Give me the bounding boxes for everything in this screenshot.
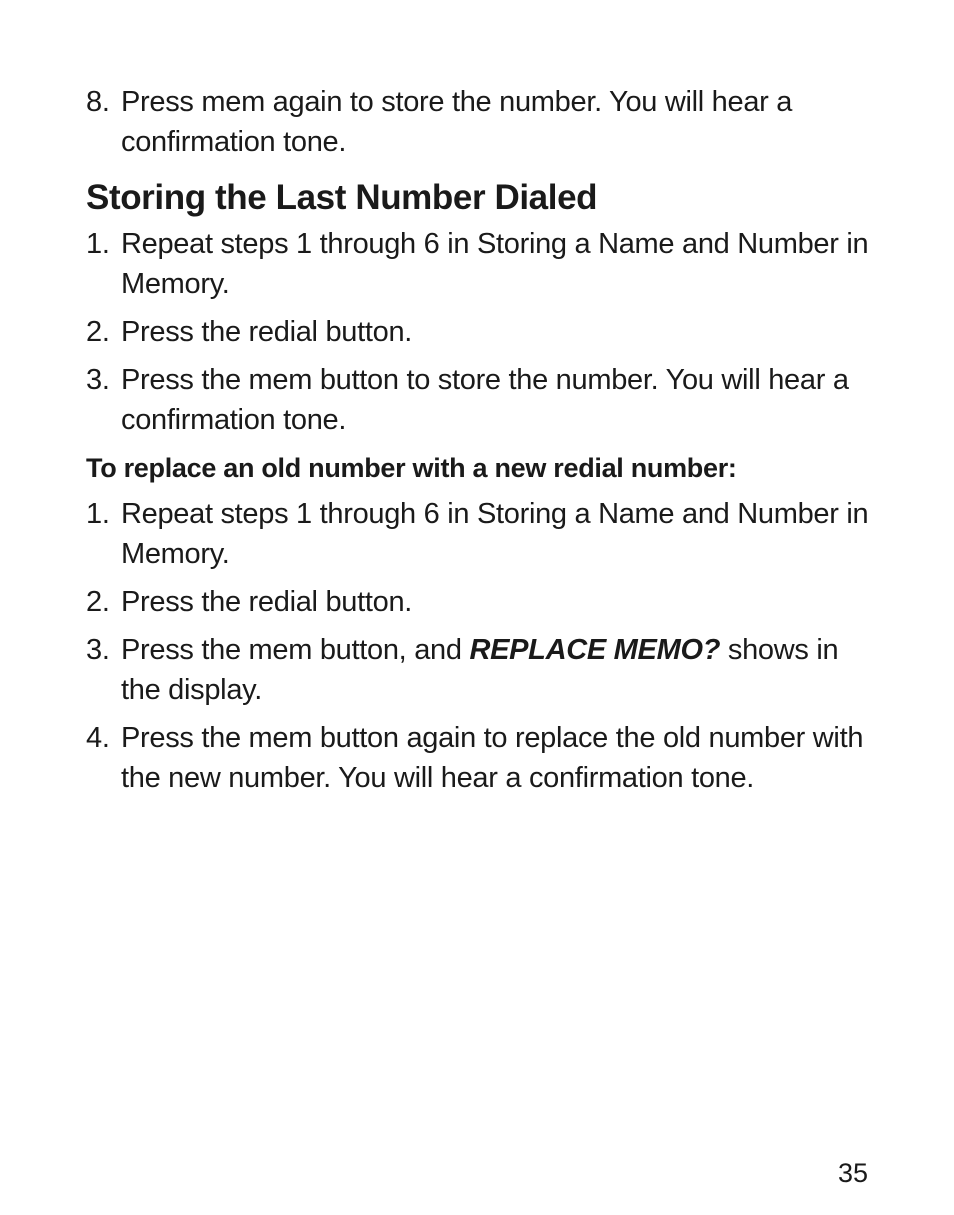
step-text: Repeat steps 1 through 6 in Storing a Name and Number in Memory. xyxy=(121,498,869,570)
step-number: 3. xyxy=(86,364,110,396)
step-number: 3. xyxy=(86,634,110,666)
subsection-heading: To replace an old number with a new redial number: xyxy=(86,453,737,483)
list-item xyxy=(86,82,876,162)
step-text: Press the mem button to store the number. You will hear a confirmation tone. xyxy=(121,364,849,436)
list-item xyxy=(86,360,876,440)
section-heading: Storing the Last Number Dialed xyxy=(86,178,598,217)
step-number: 2. xyxy=(86,316,110,348)
step-number: 1. xyxy=(86,228,110,260)
step-number: 4. xyxy=(86,722,110,754)
step-number: 2. xyxy=(86,586,110,618)
list-item xyxy=(86,312,876,352)
list-item xyxy=(86,582,876,622)
list-item xyxy=(86,630,876,710)
display-message: REPLACE MEMO? xyxy=(469,634,721,666)
step-text: Press the mem button again to replace the old number with the new number. You will hear a confirmation tone. xyxy=(121,722,864,794)
step-text: Press the redial button. xyxy=(121,586,413,618)
page-number: 35 xyxy=(837,1158,868,1188)
step-text-before: Press the mem button, and xyxy=(121,634,470,666)
step-text: Press mem again to store the number. You will hear a confirmation tone. xyxy=(121,86,793,158)
list-item xyxy=(86,494,876,574)
step-number: 1. xyxy=(86,498,110,530)
step-text-after: shows in the display. xyxy=(121,634,839,706)
list-item xyxy=(86,718,876,798)
step-text: Press the redial button. xyxy=(121,316,413,348)
page-content xyxy=(86,82,876,806)
step-text: Repeat steps 1 through 6 in Storing a Name and Number in Memory. xyxy=(121,228,869,300)
step-number: 8. xyxy=(86,86,110,118)
list-item xyxy=(86,224,876,304)
